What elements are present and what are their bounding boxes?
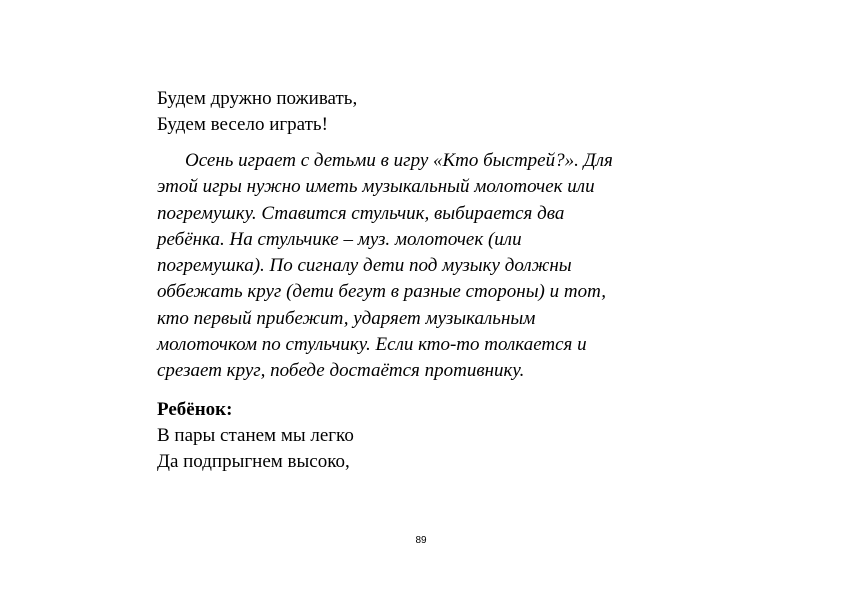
verse-line: Будем дружно поживать, — [157, 88, 358, 109]
speaker-label: Ребёнок: — [157, 398, 233, 420]
verse-line: В пары станем мы легко — [157, 424, 354, 446]
verse-stanza-1 — [157, 86, 717, 138]
narrative-line: молоточком по стульчику. Если кто-то толкается и — [157, 334, 587, 356]
narrative-line: погремушка). По сигналу дети под музыку должны — [157, 255, 572, 277]
page-content — [157, 86, 717, 485]
narrative-line: срезает круг, победе достаётся противнику. — [157, 360, 525, 382]
narrative-line: кто первый прибежит, ударяет музыкальным — [157, 307, 536, 329]
page-number: 89 — [415, 535, 427, 546]
verse-stanza-2 — [157, 423, 717, 475]
narrative-line: ребёнка. На стульчике – муз. молоточек (или — [157, 228, 522, 250]
narrative-line: этой игры нужно иметь музыкальный молоточек или — [157, 176, 595, 198]
game-description — [157, 148, 717, 385]
verse-line: Будем весело играть! — [157, 114, 328, 135]
narrative-line: оббежать круг (дети бегут в разные стороны) и тот, — [157, 281, 607, 303]
verse-line: Да подпрыгнем высоко, — [157, 450, 350, 472]
narrative-line: Осень играет с детьми в игру «Кто быстрей?». Для — [185, 150, 613, 171]
narrative-line: погремушку. Ставится стульчик, выбирается два — [157, 202, 565, 224]
